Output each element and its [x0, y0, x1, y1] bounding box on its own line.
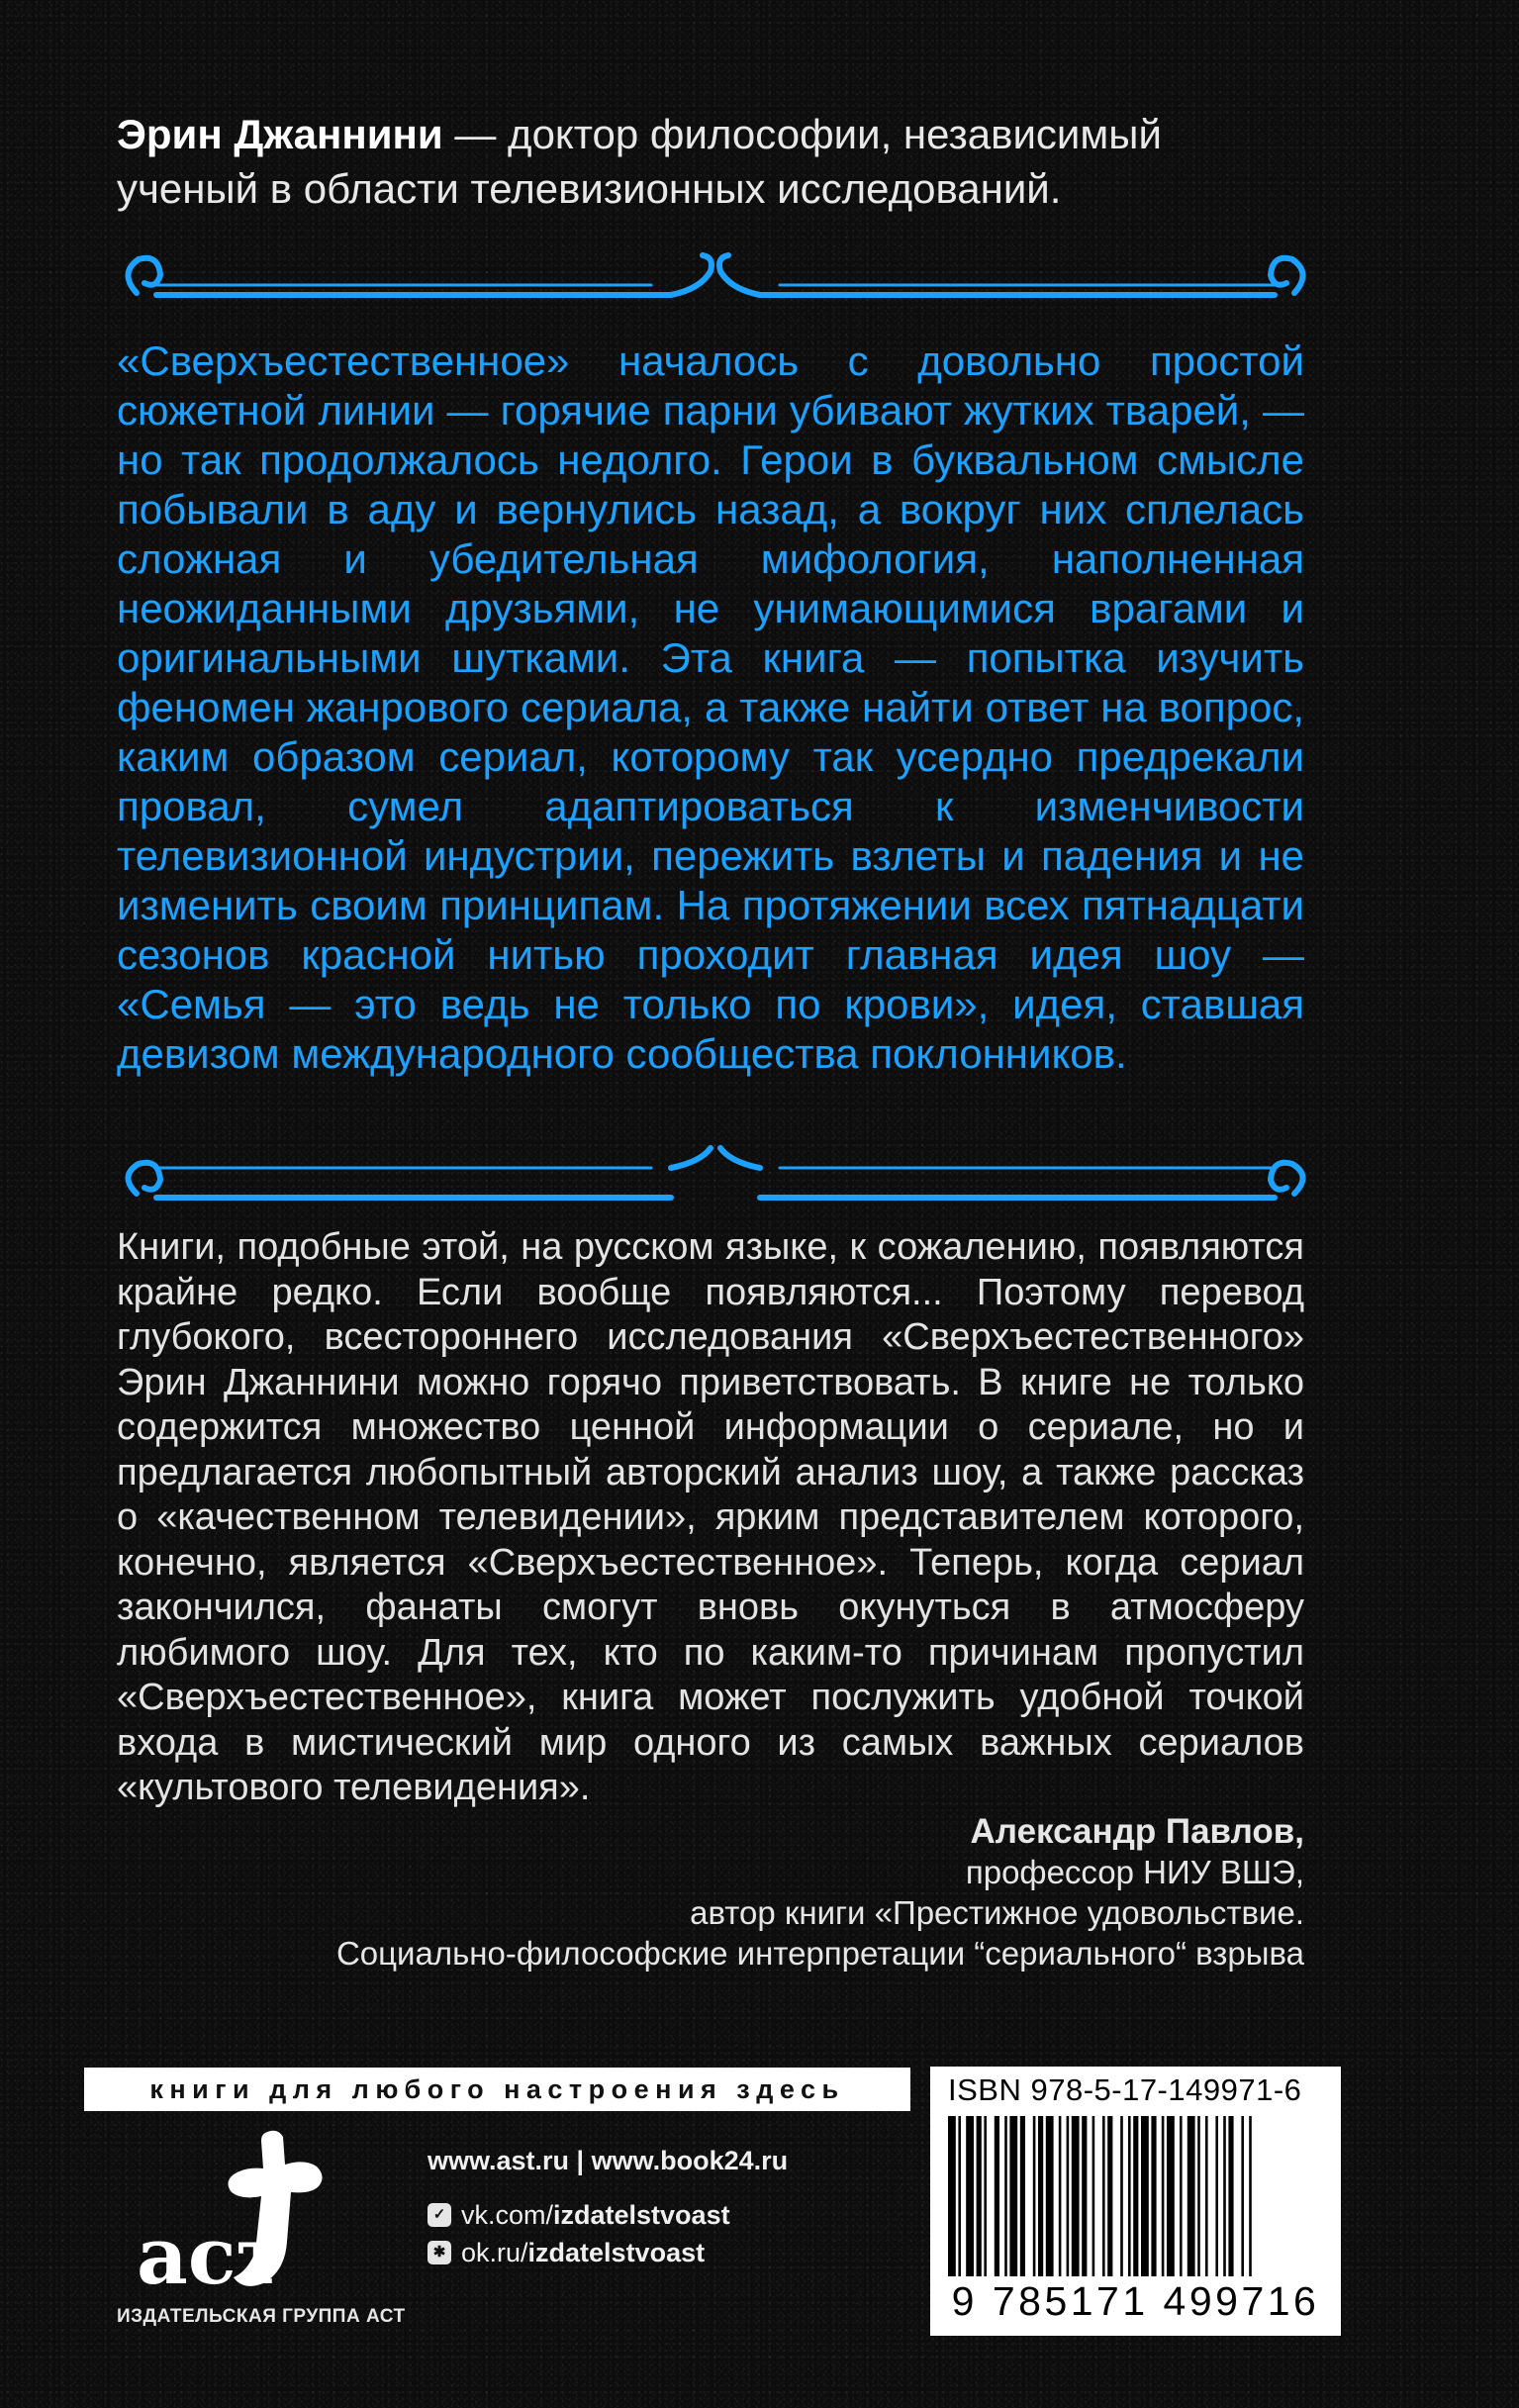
vk-prefix: vk.com/ [461, 2200, 554, 2230]
ok-handle: izdatelstvoast [527, 2238, 706, 2267]
ast-logo [117, 2123, 334, 2311]
ok-link[interactable] [427, 2234, 788, 2271]
ok-prefix: ok.ru/ [461, 2238, 528, 2267]
tagline-bar: книги для любого настроения здесь [84, 2068, 910, 2111]
ornament-divider-middle [117, 1138, 1314, 1211]
website-links[interactable]: www.ast.ru | www.book24.ru [427, 2146, 789, 2175]
isbn-label: ISBN 978-5-17-149971-6 [948, 2072, 1302, 2107]
review-signature [336, 1811, 1304, 1974]
signature-line-1: профессор НИУ ВШЭ, [965, 1854, 1304, 1890]
signature-name: Александр Павлов, [970, 1812, 1304, 1851]
ok-icon: ✱ [427, 2241, 451, 2264]
publisher-links [427, 2146, 788, 2271]
vk-handle: izdatelstvoast [553, 2200, 730, 2230]
vk-icon: ✓ [427, 2203, 451, 2227]
author-name: Эрин Джаннини [117, 111, 443, 157]
signature-line-2: автор книги «Престижное удовольствие. [690, 1894, 1304, 1931]
publisher-name: ИЗДАТЕЛЬСКАЯ ГРУППА АСТ [117, 2306, 406, 2327]
review-paragraph: Книги, подобные этой, на русском языке, к сожалению, появляются крайне редко. Если вообще появляются... Поэтому перевод глубокого, всестороннего исследования «Сверхъестественного» Эрин Джаннини можно горячо приветствовать. В книге не только содержится множество ценной информации о сериале, но и предлагается любопытный авторский анализ шоу, а также рассказ о «качественном телевидении», ярким представителем которого, конечно, является «Сверхъестественное». Теперь, когда сериал закончился, фанаты смогут вновь окунуться в атмосферу любимого шоу. Для тех, кто по каким-то причинам пропустил «Сверхъестественное», книга может послужить удобной точкой входа в мистический мир одного из самых важных сериалов «культового телевидения». [117, 1226, 1304, 1808]
blurb-paragraph: «Сверхъестественное» началось с довольно простой сюжетной линии — горячие парни убивают жутких тварей, — но так продолжалось недолго. Герои в буквальном смысле побывали в аду и вернулись назад, а вокруг них сплелась сложная и убедительная мифология, наполненная неожиданными друзьями, не унимающимися врагами и оригинальными шутками. Эта книга — попытка изучить феномен жанрового сериала, а также найти ответ на вопрос, каким образом сериал, которому так усердно предрекали провал, сумел адаптироваться к изменчивости телевизионной индустрии, пережить взлеты и падения и не изменить своим принципам. На протяжении всех пятнадцати сезонов красной нитью проходит главная идея шоу — «Семья — это ведь не только по крови», идея, ставшая девизом международного сообщества поклонников. [117, 337, 1304, 1077]
author-intro [117, 107, 1304, 216]
logo-text: аст [137, 2209, 286, 2302]
vk-link[interactable] [427, 2196, 788, 2234]
signature-line-3: Социально-философские интерпретации “сериального“ взрыва [335, 1935, 1304, 1972]
barcode-block [930, 2067, 1341, 2336]
barcode-icon [940, 2116, 1331, 2284]
author-description: — доктор философии, независимый ученый в области телевизионных исследований. [117, 111, 1162, 212]
ornament-divider-top [117, 243, 1314, 317]
barcode-digits: 9 785171 499716 [951, 2278, 1320, 2324]
